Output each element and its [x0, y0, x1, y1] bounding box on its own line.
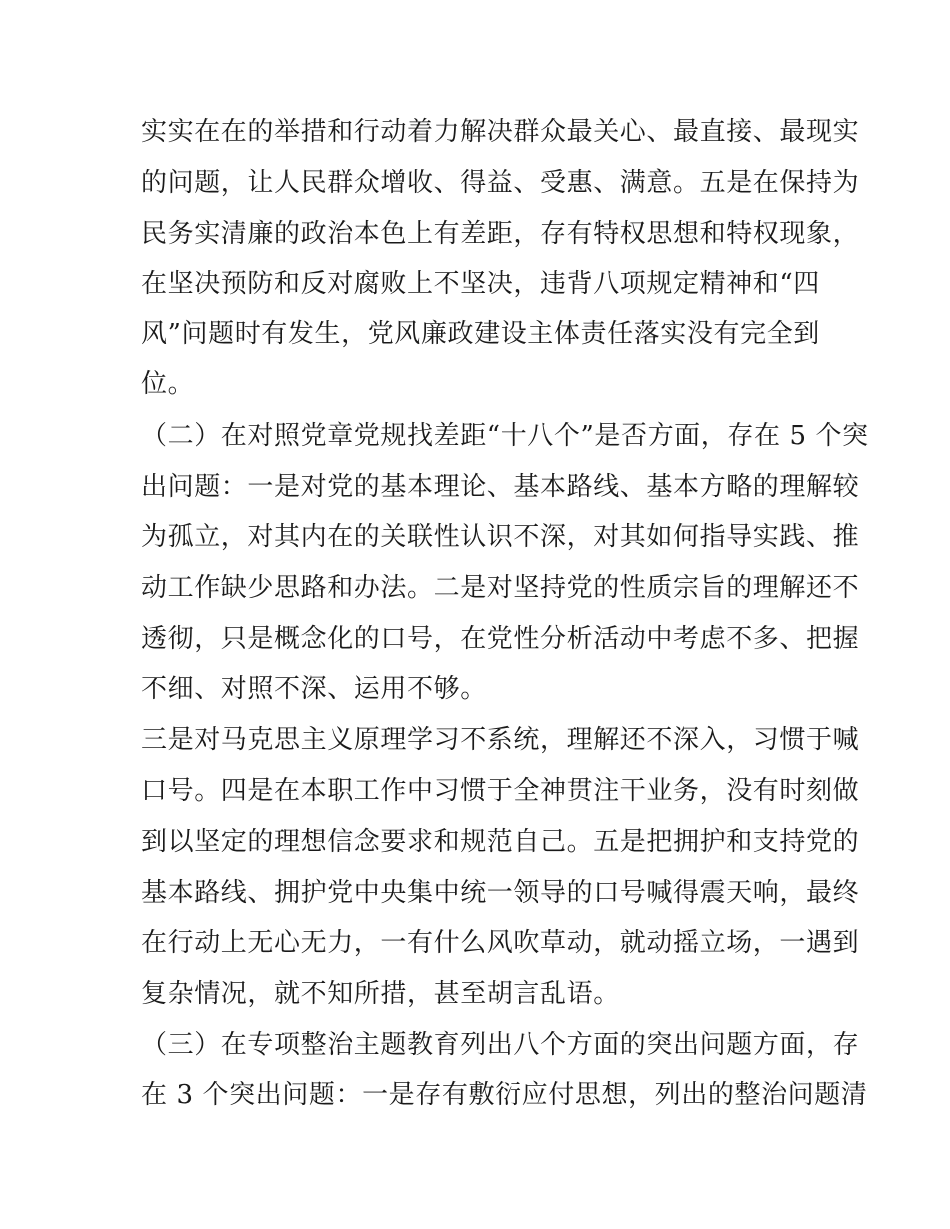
text-line: 到以坚定的理想信念要求和规范自己。五是把拥护和支持党的 [141, 827, 860, 857]
text-line: 复杂情况，就不知所措，甚至胡言乱语。 [141, 979, 620, 1009]
text-line: 在坚决预防和反对腐败上不坚决，违背八项规定精神和“四 [141, 269, 820, 299]
section-heading-line: （二）在对照党章党规找差距“十八个”是否方面，存在 5 个突 [141, 421, 869, 451]
text-line: 出问题：一是对党的基本理论、基本路线、基本方略的理解较 [141, 472, 860, 502]
text-line: 位。 [141, 369, 195, 399]
text-line: 在 3 个突出问题：一是存有敷衍应付思想，列出的整治问题清 [141, 1080, 868, 1110]
text-line: 实实在在的举措和行动着力解决群众最关心、最直接、最现实 [141, 117, 860, 147]
text-line: 动工作缺少思路和办法。二是对坚持党的性质宗旨的理解还不 [141, 573, 860, 603]
text-line: 基本路线、拥护党中央集中统一领导的口号喊得震天响，最终 [141, 878, 860, 908]
text-line: 风”问题时有发生，党风廉政建设主体责任落实没有完全到 [141, 319, 820, 349]
text-line: 在行动上无心无力，一有什么风吹草动，就动摇立场，一遇到 [141, 928, 860, 958]
text-line: 不细、对照不深、运用不够。 [141, 674, 487, 704]
section-heading-line: （三）在专项整治主题教育列出八个方面的突出问题方面，存 [141, 1030, 860, 1060]
text-line: 为孤立，对其内在的关联性认识不深，对其如何指导实践、推 [141, 522, 860, 552]
text-line: 透彻，只是概念化的口号，在党性分析活动中考虑不多、把握 [141, 624, 860, 654]
text-line: 口号。四是在本职工作中习惯于全神贯注干业务，没有时刻做 [141, 776, 860, 806]
text-line: 的问题，让人民群众增收、得益、受惠、满意。五是在保持为 [141, 168, 860, 198]
text-line: 三是对马克思主义原理学习不系统，理解还不深入，习惯于喊 [141, 725, 860, 755]
text-line: 民务实清廉的政治本色上有差距，存有特权思想和特权现象， [141, 219, 860, 249]
